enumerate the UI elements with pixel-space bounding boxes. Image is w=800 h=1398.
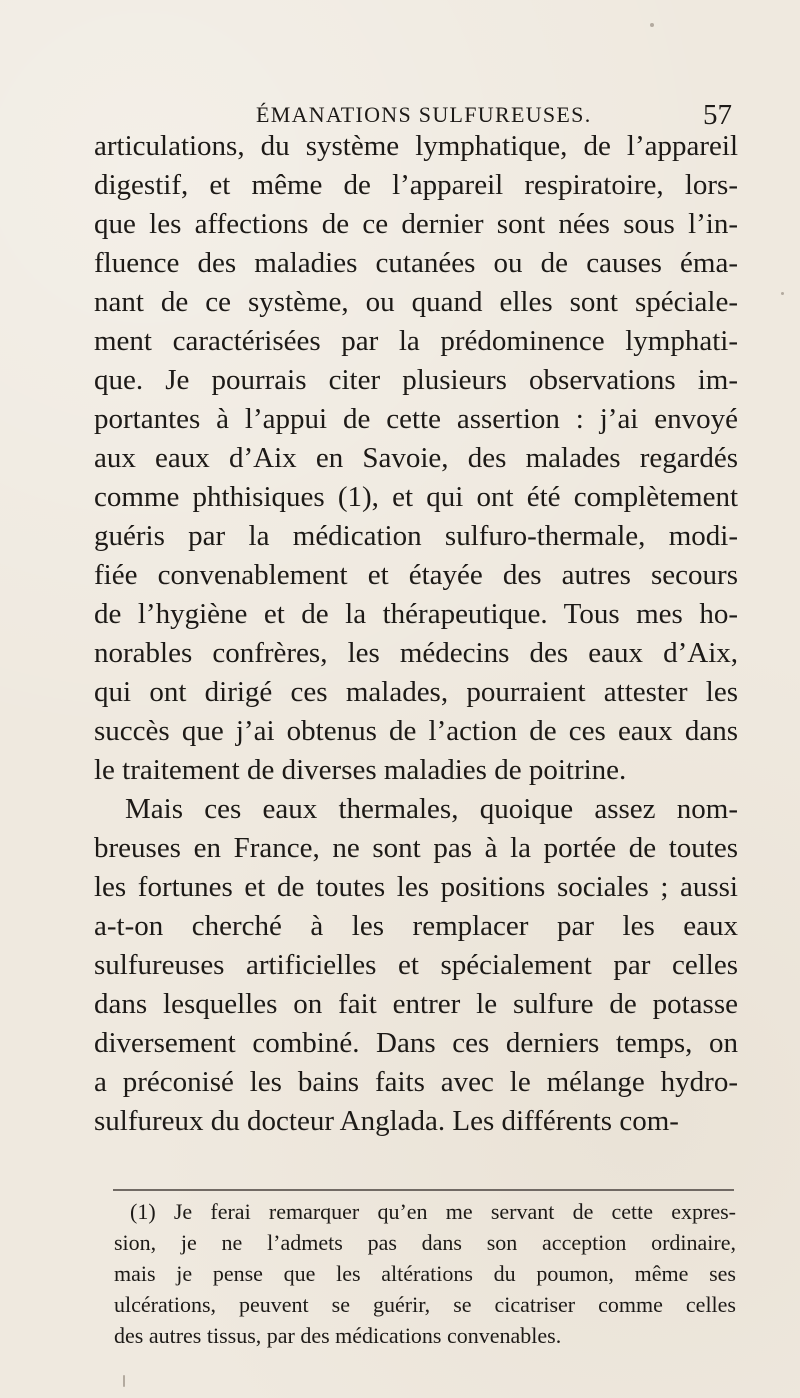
footnote-separator-rule: [113, 1189, 734, 1191]
footnote-line-5: des autres tissus, par des médications convenables.: [114, 1323, 562, 1348]
main-text-line-8: portantes à l’appui de cette assertion : j’ai envoyé: [94, 403, 738, 435]
main-text-line-25: a préconisé les bains faits avec le mélange hydro-: [94, 1066, 738, 1098]
running-title: ÉMANATIONS SULFUREUSES.: [256, 102, 592, 127]
main-text-line-11: guéris par la médication sulfuro-thermale, modi-: [94, 520, 738, 552]
main-text-line-6: ment caractérisées par la prédominence lymphati-: [94, 325, 738, 357]
paper-speck: [781, 292, 784, 295]
main-text-line-3: que les affections de ce dernier sont nées sous l’in-: [94, 208, 738, 240]
footnote-block: [114, 1196, 736, 1364]
main-text-line-4: fluence des maladies cutanées ou de causes éma-: [94, 247, 738, 279]
footnote-line-1: (1) Je ferai remarquer qu’en me servant de cette expres-: [130, 1199, 736, 1224]
footnote-line-2: sion, je ne l’admets pas dans son acception ordinaire,: [114, 1230, 736, 1255]
footnote-line-4: ulcérations, peuvent se guérir, se cicatriser comme celles: [114, 1292, 736, 1317]
main-text-line-18: Mais ces eaux thermales, quoique assez nom-: [125, 793, 738, 825]
main-text-line-20: les fortunes et de toutes les positions sociales ; aussi: [94, 871, 738, 903]
main-text-line-2: digestif, et même de l’appareil respiratoire, lors-: [94, 169, 738, 201]
paper-speck: [123, 1375, 125, 1387]
main-text-line-12: fiée convenablement et étayée des autres secours: [94, 559, 738, 591]
main-text-line-19: breuses en France, ne sont pas à la portée de toutes: [94, 832, 738, 864]
main-text-line-9: aux eaux d’Aix en Savoie, des malades regardés: [94, 442, 738, 474]
main-text-line-23: dans lesquelles on fait entrer le sulfure de potasse: [94, 988, 738, 1020]
main-text-line-22: sulfureuses artificielles et spécialement par celles: [94, 949, 738, 981]
main-text-line-1: articulations, du système lymphatique, de l’appareil: [94, 130, 738, 162]
main-text-line-21: a-t-on cherché à les remplacer par les eaux: [94, 910, 738, 942]
main-text-line-24: diversement combiné. Dans ces derniers temps, on: [94, 1027, 738, 1059]
main-text-line-15: qui ont dirigé ces malades, pourraient attester les: [94, 676, 738, 708]
footnote-line-3: mais je pense que les altérations du poumon, même ses: [114, 1261, 736, 1286]
main-text-line-16: succès que j’ai obtenus de l’action de ces eaux dans: [94, 715, 738, 747]
main-text-line-26: sulfureux du docteur Anglada. Les différents com-: [94, 1105, 679, 1137]
main-text-line-5: nant de ce système, ou quand elles sont spéciale-: [94, 286, 738, 318]
paper-speck: [650, 23, 654, 27]
page-number: 57: [703, 99, 732, 131]
main-text-line-17: le traitement de diverses maladies de poitrine.: [94, 754, 627, 786]
main-text-line-13: de l’hygiène et de la thérapeutique. Tous mes ho-: [94, 598, 738, 630]
main-text-line-14: norables confrères, les médecins des eaux d’Aix,: [94, 637, 738, 669]
main-text-line-7: que. Je pourrais citer plusieurs observations im-: [94, 364, 738, 396]
main-text-line-10: comme phthisiques (1), et qui ont été complètement: [94, 481, 738, 513]
main-text-block: [94, 127, 738, 1137]
